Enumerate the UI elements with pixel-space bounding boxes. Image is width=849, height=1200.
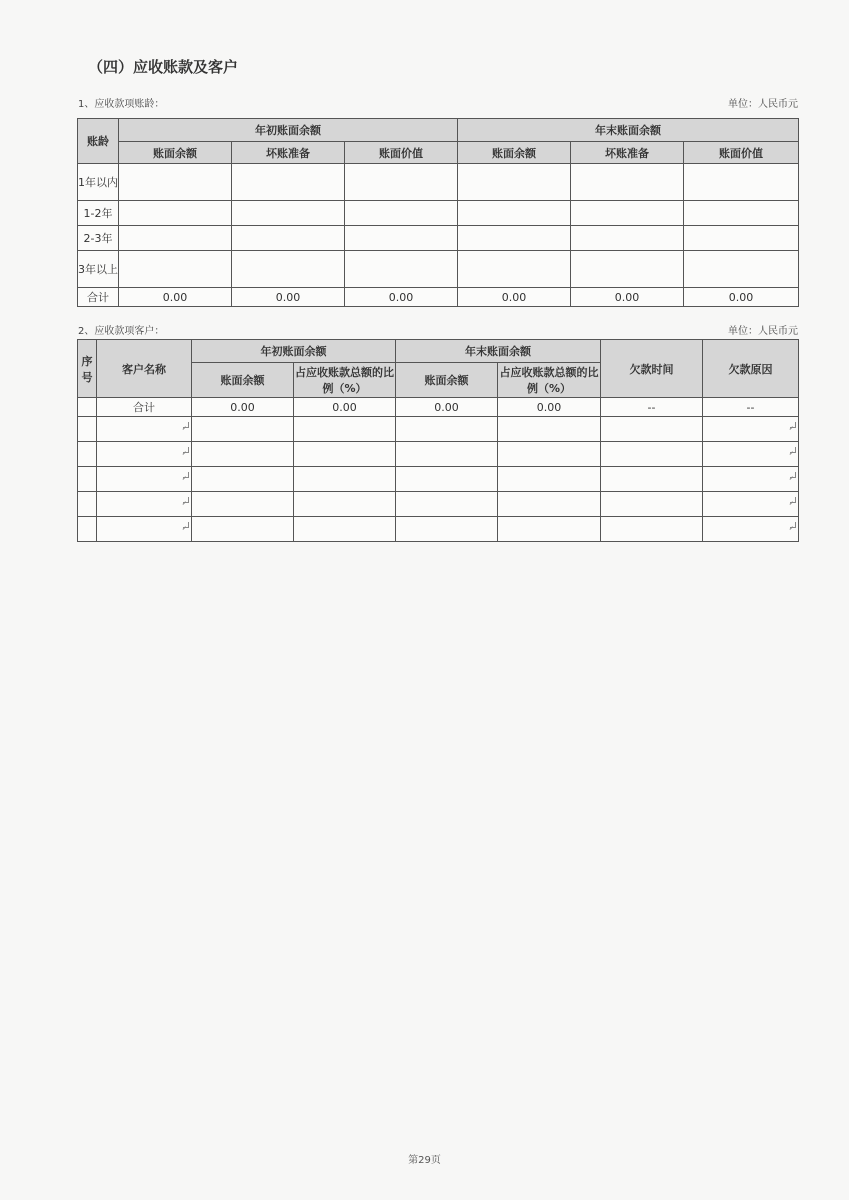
header-arrears-reason: 欠款原因 [703,340,799,398]
seq-cell [78,517,97,542]
value-cell[interactable] [684,164,799,201]
col-header: 账面价值 [345,142,458,164]
arrears-reason-input[interactable] [703,517,799,542]
col-header-balance: 账面余额 [192,363,294,398]
resize-handle-icon[interactable] [790,522,796,528]
total-value: 0.00 [232,288,345,307]
value-cell[interactable] [396,442,498,467]
seq-cell [78,417,97,442]
value-cell[interactable] [396,517,498,542]
resize-handle-icon[interactable] [790,472,796,478]
value-cell[interactable] [396,467,498,492]
arrears-reason-input[interactable] [703,467,799,492]
value-cell[interactable] [119,201,232,226]
value-cell[interactable] [498,492,601,517]
customer-name-input[interactable] [97,417,192,442]
header-end-balance: 年末账面余额 [396,340,601,363]
total-value: 0.00 [684,288,799,307]
row-label: 3年以上 [78,251,119,288]
value-cell[interactable] [294,417,396,442]
col-header: 账面余额 [458,142,571,164]
table-row [78,517,799,542]
value-cell[interactable] [498,442,601,467]
row-label: 2-3年 [78,226,119,251]
table-row [78,442,799,467]
resize-handle-icon[interactable] [183,522,189,528]
value-cell[interactable] [458,164,571,201]
resize-handle-icon[interactable] [183,472,189,478]
header-customer-name: 客户名称 [97,340,192,398]
customer-name-input[interactable] [97,442,192,467]
total-value: 0.00 [396,398,498,417]
resize-handle-icon[interactable] [790,447,796,453]
value-cell[interactable] [498,467,601,492]
value-cell[interactable] [119,164,232,201]
header-begin-balance: 年初账面余额 [119,119,458,142]
total-row [78,398,799,417]
value-cell[interactable] [192,442,294,467]
resize-handle-icon[interactable] [183,497,189,503]
header-seq: 序号 [78,340,97,398]
row-label: 1年以内 [78,164,119,201]
customers-unit: 单位：人民币元 [728,326,798,337]
table-row [78,251,799,288]
total-value: 0.00 [119,288,232,307]
section-title: （四）应收账款及客户 [88,58,239,76]
table-row [78,492,799,517]
value-cell[interactable] [294,492,396,517]
header-begin-balance: 年初账面余额 [192,340,396,363]
value-cell[interactable] [498,517,601,542]
customer-name-input[interactable] [97,467,192,492]
total-value: 0.00 [571,288,684,307]
value-cell[interactable] [345,226,458,251]
value-cell[interactable] [192,417,294,442]
total-value: -- [601,398,703,417]
col-header-ratio: 占应收账款总额的比例（%） [498,363,601,398]
value-cell[interactable] [498,417,601,442]
value-cell[interactable] [601,517,703,542]
customers-table [77,339,799,542]
seq-cell [78,398,97,417]
total-value: 0.00 [458,288,571,307]
aging-table [77,118,799,307]
value-cell[interactable] [571,201,684,226]
value-cell[interactable] [458,251,571,288]
value-cell[interactable] [684,251,799,288]
value-cell[interactable] [601,417,703,442]
value-cell[interactable] [119,226,232,251]
resize-handle-icon[interactable] [183,422,189,428]
value-cell[interactable] [601,492,703,517]
table-row [78,467,799,492]
arrears-reason-input[interactable] [703,417,799,442]
value-cell[interactable] [232,251,345,288]
col-header-ratio: 占应收账款总额的比例（%） [294,363,396,398]
seq-cell [78,492,97,517]
value-cell[interactable] [345,251,458,288]
customer-name-input[interactable] [97,492,192,517]
value-cell[interactable] [458,226,571,251]
customers-caption: 2、应收款项客户： [78,326,165,337]
value-cell[interactable] [571,164,684,201]
table-row [78,226,799,251]
value-cell[interactable] [571,226,684,251]
total-value: 0.00 [294,398,396,417]
value-cell[interactable] [232,201,345,226]
value-cell[interactable] [294,442,396,467]
value-cell[interactable] [345,164,458,201]
header-aging: 账龄 [78,119,119,164]
col-header: 坏账准备 [571,142,684,164]
value-cell[interactable] [294,517,396,542]
value-cell[interactable] [294,467,396,492]
col-header: 账面价值 [684,142,799,164]
aging-caption: 1、应收款项账龄： [78,99,165,110]
resize-handle-icon[interactable] [183,447,189,453]
total-value: 0.00 [498,398,601,417]
value-cell[interactable] [232,164,345,201]
value-cell[interactable] [192,492,294,517]
customer-name-input[interactable] [97,517,192,542]
value-cell[interactable] [396,417,498,442]
value-cell[interactable] [192,517,294,542]
total-row [78,288,799,307]
col-header: 坏账准备 [232,142,345,164]
row-label: 1-2年 [78,201,119,226]
total-value: 0.00 [345,288,458,307]
value-cell[interactable] [345,201,458,226]
page-number: 第29页 [408,1155,441,1166]
value-cell[interactable] [458,201,571,226]
header-arrears-time: 欠款时间 [601,340,703,398]
resize-handle-icon[interactable] [790,497,796,503]
table-row [78,164,799,201]
seq-cell [78,442,97,467]
arrears-reason-input[interactable] [703,492,799,517]
value-cell[interactable] [232,226,345,251]
arrears-reason-input[interactable] [703,442,799,467]
total-value: 0.00 [192,398,294,417]
col-header: 账面余额 [119,142,232,164]
total-value: -- [703,398,799,417]
table-row [78,201,799,226]
value-cell[interactable] [601,467,703,492]
value-cell[interactable] [601,442,703,467]
value-cell[interactable] [684,201,799,226]
aging-unit: 单位：人民币元 [728,99,798,110]
seq-cell [78,467,97,492]
value-cell[interactable] [571,251,684,288]
total-label: 合计 [97,398,192,417]
resize-handle-icon[interactable] [790,422,796,428]
value-cell[interactable] [684,226,799,251]
col-header-balance: 账面余额 [396,363,498,398]
value-cell[interactable] [396,492,498,517]
header-end-balance: 年末账面余额 [458,119,799,142]
value-cell[interactable] [119,251,232,288]
table-row [78,417,799,442]
value-cell[interactable] [192,467,294,492]
total-label: 合计 [78,288,119,307]
